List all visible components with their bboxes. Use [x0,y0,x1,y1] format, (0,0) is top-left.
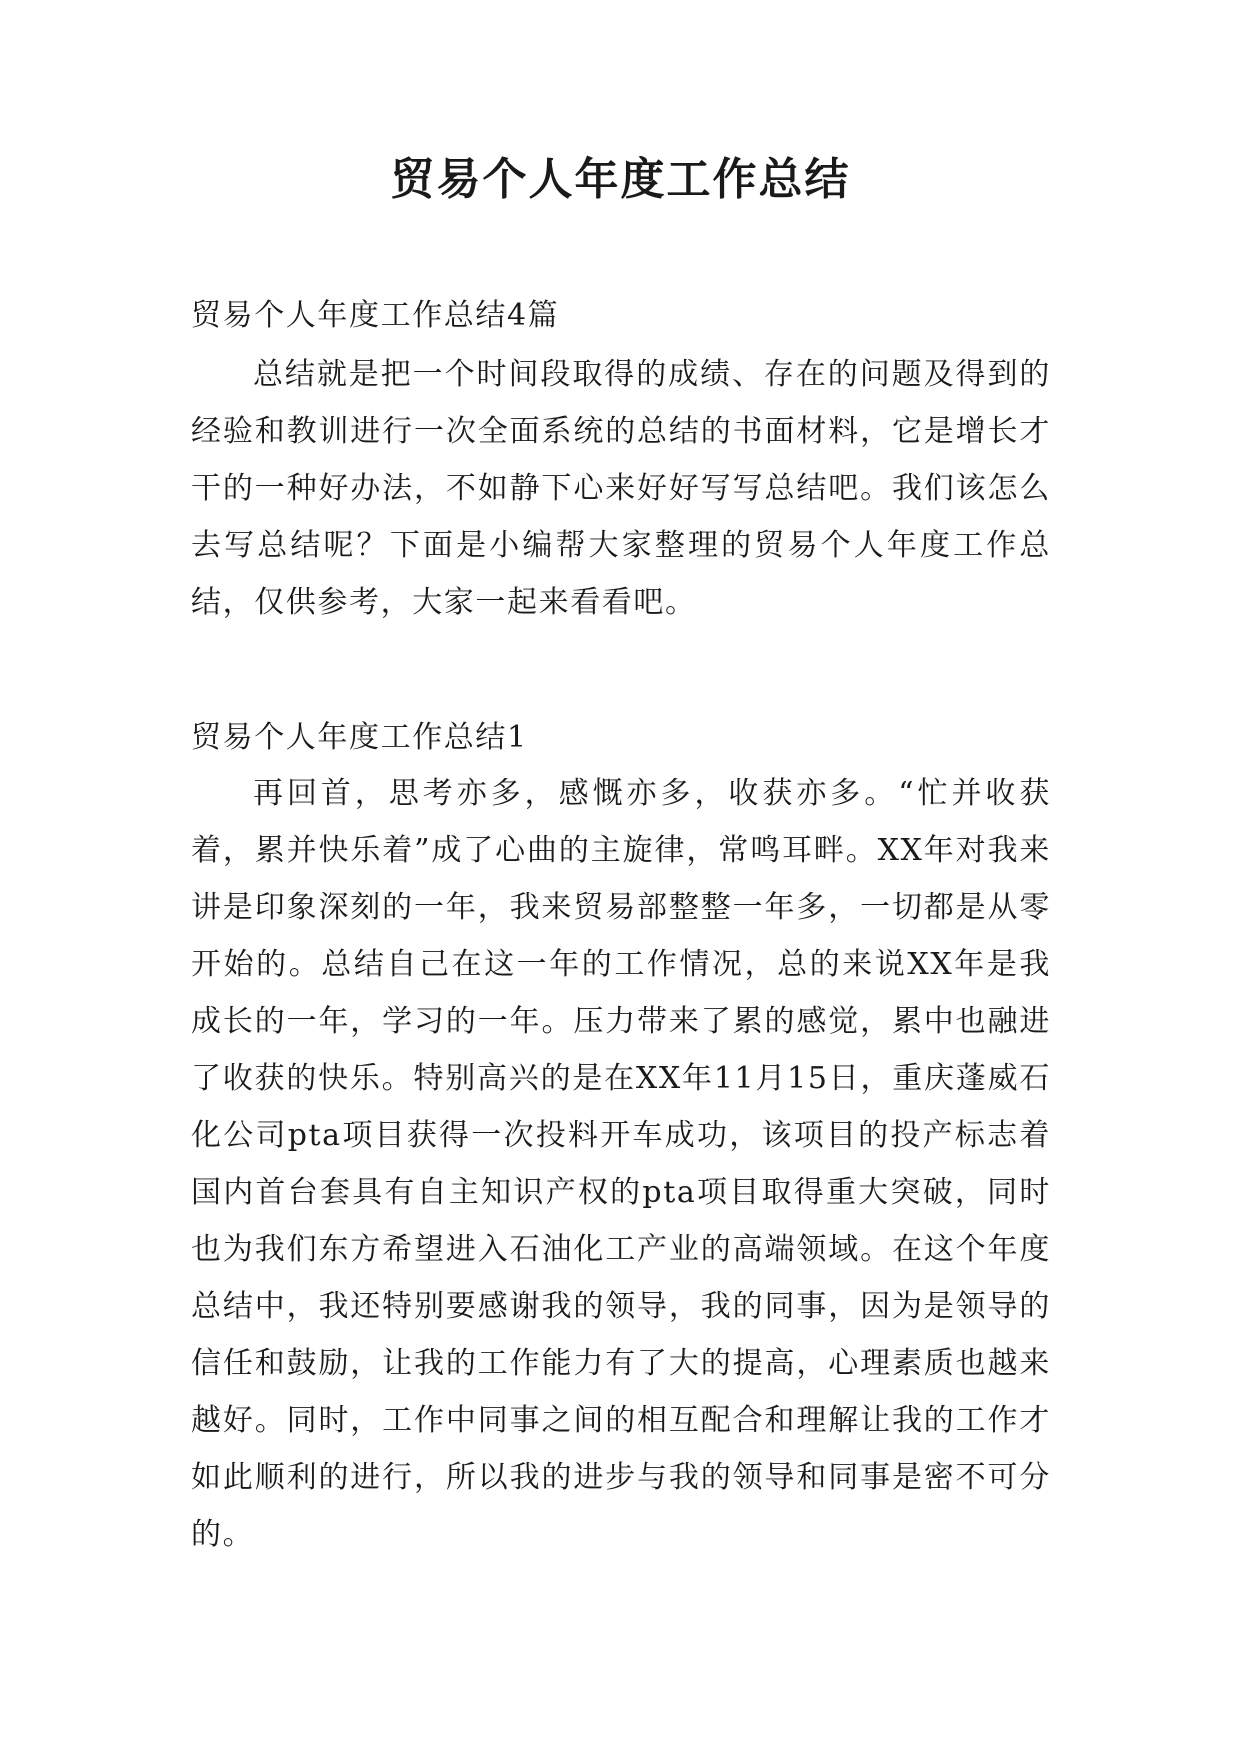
section-1-paragraph: 再回首，思考亦多，感慨亦多，收获亦多。“忙并收获着，累并快乐着”成了心曲的主旋律，常鸣耳畔。XX年对我来讲是印象深刻的一年，我来贸易部整整一年多，一切都是从零开始的。总结自己在这一年的工作情况，总的来说XX年是我成长的一年，学习的一年。压力带来了累的感觉，累中也融进了收获的快乐。特别高兴的是在XX年11月15日，重庆蓬威石化公司pta项目获得一次投料开车成功，该项目的投产标志着国内首台套具有自主知识产权的pta项目取得重大突破，同时也为我们东方希望进入石油化工产业的高端领域。在这个年度总结中，我还特别要感谢我的领导，我的同事，因为是领导的信任和鼓励，让我的工作能力有了大的提高，心理素质也越来越好。同时，工作中同事之间的相互配合和理解让我的工作才如此顺利的进行，所以我的进步与我的领导和同事是密不可分的。 [191,776,1051,1552]
intro-paragraph: 总结就是把一个时间段取得的成绩、存在的问题及得到的经验和教训进行一次全面系统的总结的书面材料，它是增长才干的一种好办法，不如静下心来好好写写总结吧。我们该怎么去写总结呢？下面是小编帮大家整理的贸易个人年度工作总结，仅供参考，大家一起来看看吧。 [191,357,1051,620]
overview-heading: 贸易个人年度工作总结4篇 [191,298,560,333]
page-title: 贸易个人年度工作总结 [390,154,851,205]
section-1-heading: 贸易个人年度工作总结1 [191,720,528,755]
